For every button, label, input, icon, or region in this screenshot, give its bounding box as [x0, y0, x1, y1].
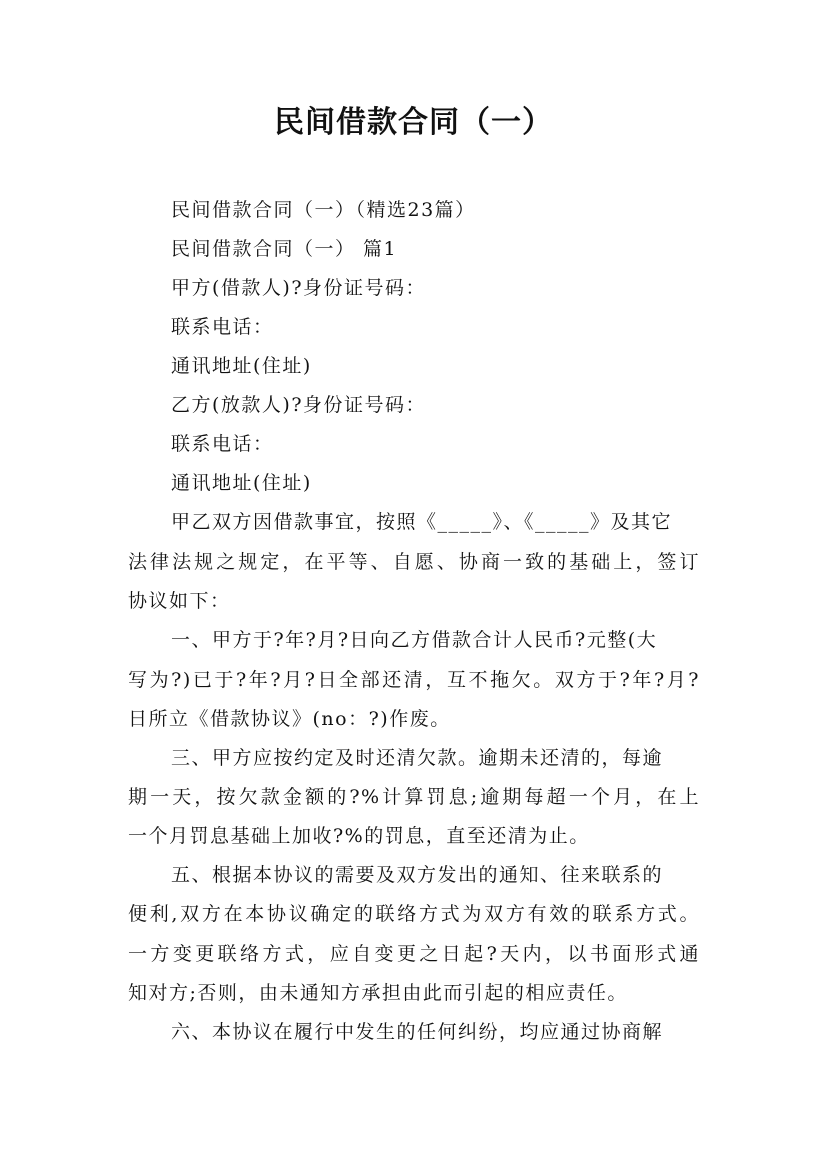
section-heading: 民间借款合同（一） 篇1 [171, 238, 398, 260]
subtitle-line: 民间借款合同（一）（精选23篇） [171, 199, 476, 221]
paragraph-line: 期一天，按欠款金额的?%计算罚息;逾期每超一个月，在上 [128, 786, 700, 808]
paragraph-line: 甲乙双方因借款事宜，按照《_____》、《_____》及其它 [171, 511, 673, 533]
document-title: 民间借款合同（一） [274, 105, 553, 140]
party-a-id-line: 甲方(借款人)?身份证号码： [171, 277, 427, 299]
paragraph-line: 知对方;否则，由未通知方承担由此而引起的相应责任。 [128, 982, 628, 1004]
paragraph-line: 便利,双方在本协议确定的联络方式为双方有效的联系方式。 [128, 903, 700, 925]
party-a-address-line: 通讯地址(住址) [171, 355, 312, 377]
paragraph-line: 写为?)已于?年?月?日全部还清，互不拖欠。双方于?年?月? [128, 669, 700, 691]
party-b-id-line: 乙方(放款人)?身份证号码： [171, 394, 427, 416]
paragraph-line: 一、甲方于?年?月?日向乙方借款合计人民币?元整(大 [171, 629, 658, 651]
party-b-phone-line: 联系电话： [171, 433, 274, 455]
paragraph-line: 协议如下： [128, 590, 231, 612]
paragraph-line: 一个月罚息基础上加收?%的罚息，直至还清为止。 [128, 825, 590, 847]
party-b-address-line: 通讯地址(住址) [171, 472, 312, 494]
paragraph-line: 日所立《借款协议》(no：?)作废。 [128, 708, 451, 730]
paragraph-line: 六、本协议在履行中发生的任何纠纷，均应通过协商解 [171, 1021, 664, 1043]
party-a-phone-line: 联系电话： [171, 316, 274, 338]
paragraph-line: 五、根据本协议的需要及双方发出的通知、往来联系的 [171, 864, 664, 886]
paragraph-line: 三、甲方应按约定及时还清欠款。逾期未还清的，每逾 [171, 747, 664, 769]
paragraph-line: 法律法规之规定，在平等、自愿、协商一致的基础上，签订 [128, 551, 700, 573]
paragraph-line: 一方变更联络方式，应自变更之日起?天内，以书面形式通 [128, 943, 700, 965]
